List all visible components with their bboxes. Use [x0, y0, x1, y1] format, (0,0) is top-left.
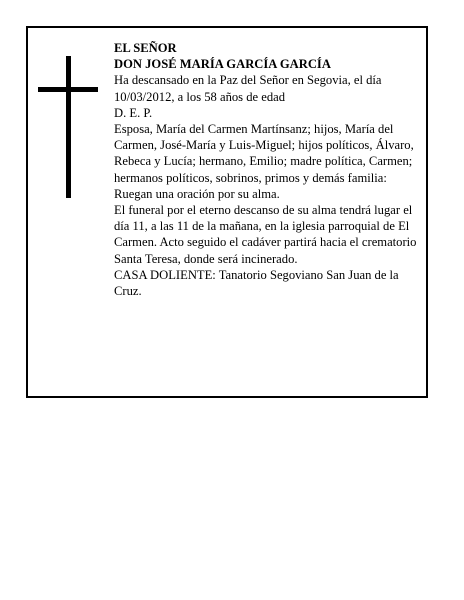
- notice-text: [114, 40, 420, 299]
- death-statement: Ha descansado en la Paz del Señor en Segovia, el día 10/03/2012, a los 58 años de edad: [114, 73, 382, 104]
- cross-vertical-bar: [66, 56, 71, 198]
- dep-line: D. E. P.: [114, 105, 153, 120]
- title-line-1: EL SEÑOR: [114, 41, 177, 55]
- casa-doliente: CASA DOLIENTE: Tanatorio Segoviano San Juan de la Cruz.: [114, 267, 399, 299]
- obituary-notice: [26, 26, 428, 398]
- prayer-request: Ruegan una oración por su alma.: [114, 186, 280, 201]
- latin-cross-icon: [38, 56, 98, 198]
- cross-horizontal-bar: [38, 87, 98, 92]
- deceased-name: DON JOSÉ MARÍA GARCÍA GARCÍA: [114, 57, 331, 72]
- funeral-details: El funeral por el eterno descanso de su alma tendrá lugar el día 11, a las 11 de la mañana, en la iglesia parroquial de El Carmen. Acto seguido el cadáver partirá hacia el crematorio Santa Teresa, donde será incinerado.: [114, 203, 417, 266]
- family-list: Esposa, María del Carmen Martínsanz; hijos, María del Carmen, José-María y Luis-Miguel; hijos políticos, Álvaro, Rebeca y Lucía; hermano, Emilio; madre política, Carmen; hermanos políticos, sobrinos, primos y demás familia:: [114, 122, 414, 185]
